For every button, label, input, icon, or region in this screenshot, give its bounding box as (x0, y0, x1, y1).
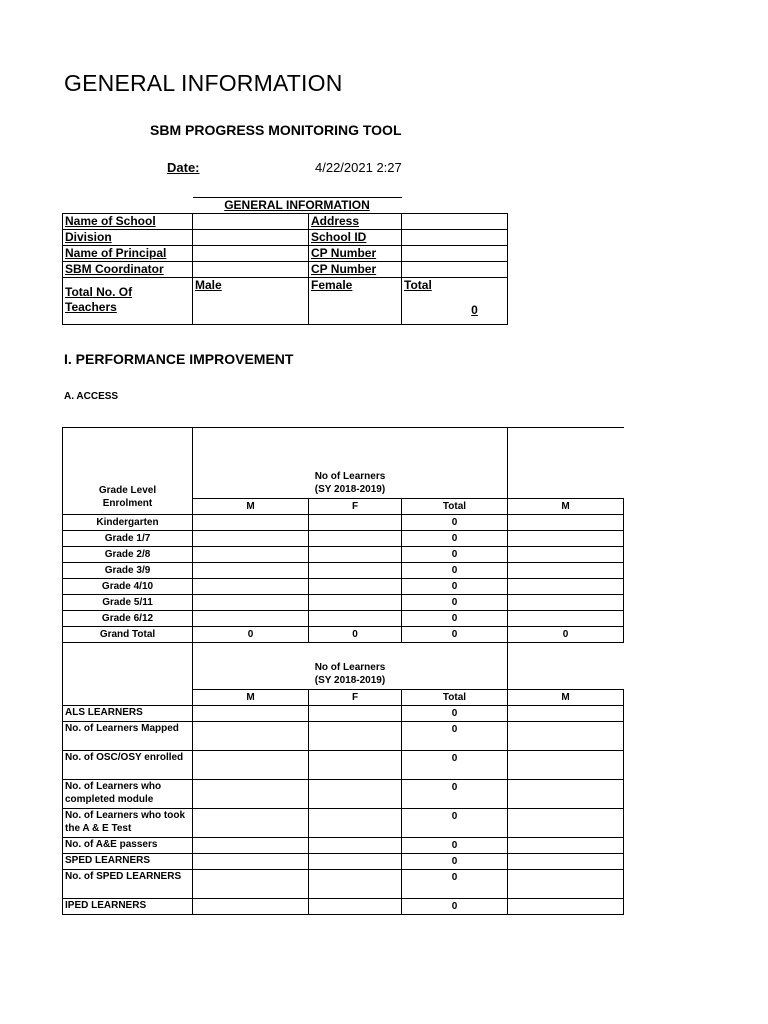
total-cell: 0 (402, 809, 508, 838)
value-cell[interactable] (309, 706, 402, 722)
value-cell[interactable] (193, 595, 309, 611)
value-cell[interactable] (508, 515, 624, 531)
table-row (63, 531, 624, 547)
value-cell[interactable] (508, 531, 624, 547)
value-cell[interactable] (508, 780, 624, 809)
learner-label: No. of OSC/OSY enrolled (63, 751, 193, 780)
total-cell: 0 (402, 515, 508, 531)
learner-label: No. of Learners Mapped (63, 722, 193, 751)
subsection-title: A. ACCESS (64, 391, 119, 402)
value-cell[interactable] (193, 246, 309, 262)
learners-group-header-line1: No of Learners (314, 662, 386, 673)
value-cell[interactable] (402, 214, 508, 230)
section-title: I. PERFORMANCE IMPROVEMENT (64, 351, 294, 367)
value-cell[interactable] (193, 809, 309, 838)
value-cell[interactable] (193, 706, 309, 722)
table-row (63, 854, 624, 870)
column-header-total: Total (402, 499, 508, 515)
date-label: Date: (167, 160, 200, 175)
grade-label: Grade 5/11 (63, 595, 193, 611)
value-cell[interactable] (193, 899, 309, 915)
value-cell[interactable] (193, 515, 309, 531)
table-row (63, 246, 508, 262)
table-row (63, 780, 624, 809)
learner-label: No. of A&E passers (63, 838, 193, 854)
column-header-m: M (193, 690, 309, 706)
grade-label: Grade 4/10 (63, 579, 193, 595)
value-cell[interactable] (193, 751, 309, 780)
grade-level-header-line2: Enrolment (102, 498, 153, 509)
value-cell[interactable] (508, 547, 624, 563)
table-row (63, 262, 508, 278)
female-value-cell[interactable] (309, 293, 402, 325)
learner-label: SPED LEARNERS (63, 854, 193, 870)
male-label: Male (193, 278, 309, 294)
table-row (63, 214, 508, 230)
field-label: School ID (309, 230, 402, 246)
table-row (63, 870, 624, 899)
field-label: Address (309, 214, 402, 230)
value-cell[interactable] (309, 531, 402, 547)
value-cell[interactable] (309, 515, 402, 531)
value-cell[interactable] (309, 722, 402, 751)
grand-total-m2: 0 (508, 627, 624, 643)
table-top-border (508, 427, 624, 428)
value-cell[interactable] (193, 780, 309, 809)
value-cell[interactable] (402, 230, 508, 246)
grade-label: Grade 2/8 (63, 547, 193, 563)
table-row (63, 722, 624, 751)
row-label: Division (63, 230, 193, 246)
column-header-m: M (193, 499, 309, 515)
grade-level-header (63, 428, 193, 515)
value-cell[interactable] (508, 706, 624, 722)
value-cell[interactable] (508, 595, 624, 611)
value-cell[interactable] (193, 531, 309, 547)
total-cell: 0 (402, 531, 508, 547)
learners-group-header (193, 643, 508, 690)
teachers-label (63, 278, 193, 325)
grade-label: Kindergarten (63, 515, 193, 531)
value-cell[interactable] (508, 722, 624, 751)
learner-label: No. of Learners who completed module (63, 780, 193, 809)
value-cell[interactable] (508, 751, 624, 780)
row-label: Name of Principal (63, 246, 193, 262)
grade-label: Grade 3/9 (63, 563, 193, 579)
value-cell[interactable] (309, 595, 402, 611)
total-cell: 0 (402, 870, 508, 899)
value-cell[interactable] (193, 214, 309, 230)
table-row (63, 611, 624, 627)
value-cell[interactable] (508, 838, 624, 854)
table-row (63, 838, 624, 854)
column-header-total: Total (402, 690, 508, 706)
table-row (63, 751, 624, 780)
value-cell[interactable] (193, 563, 309, 579)
teachers-label-line1: Total No. Of (65, 285, 133, 299)
row-label: SBM Coordinator (63, 262, 193, 278)
value-cell[interactable] (309, 751, 402, 780)
grade-level-header-line1: Grade Level (98, 485, 157, 496)
male-value-cell[interactable] (193, 293, 309, 325)
value-cell[interactable] (193, 838, 309, 854)
learner-label: No. of SPED LEARNERS (63, 870, 193, 899)
value-cell[interactable] (309, 563, 402, 579)
value-cell[interactable] (193, 722, 309, 751)
value-cell[interactable] (193, 579, 309, 595)
total-cell: 0 (402, 780, 508, 809)
date-value: 4/22/2021 2:27 (315, 160, 402, 175)
learner-label: No. of Learners who took the A & E Test (63, 809, 193, 838)
table-row (63, 515, 624, 531)
no-of-learners-header-line2: (SY 2018-2019) (314, 484, 386, 495)
table-row (63, 809, 624, 838)
table-row (63, 579, 624, 595)
table-row (63, 230, 508, 246)
value-cell[interactable] (508, 563, 624, 579)
value-cell[interactable] (309, 611, 402, 627)
no-of-learners-header (193, 428, 508, 499)
total-cell: 0 (402, 563, 508, 579)
female-label: Female (309, 278, 402, 294)
teachers-row (63, 278, 508, 294)
grand-total-label: Grand Total (63, 627, 193, 643)
page-title: GENERAL INFORMATION (64, 70, 343, 96)
grade-label: Grade 1/7 (63, 531, 193, 547)
value-cell[interactable] (309, 899, 402, 915)
value-cell[interactable] (193, 854, 309, 870)
total-cell: 0 (402, 838, 508, 854)
general-info-table (62, 197, 508, 325)
total-cell: 0 (402, 611, 508, 627)
table-row (63, 563, 624, 579)
column-header-f: F (309, 499, 402, 515)
value-cell[interactable] (508, 809, 624, 838)
value-cell[interactable] (309, 809, 402, 838)
no-of-learners-header-line1: No of Learners (314, 471, 386, 482)
total-cell: 0 (402, 706, 508, 722)
row-label: Name of School (63, 214, 193, 230)
total-teachers-value: 0 (471, 303, 478, 317)
total-cell: 0 (402, 547, 508, 563)
field-label: CP Number (309, 246, 402, 262)
grade-label: Grade 6/12 (63, 611, 193, 627)
value-cell[interactable] (508, 870, 624, 899)
value-cell[interactable] (508, 899, 624, 915)
total-cell: 0 (402, 579, 508, 595)
value-cell[interactable] (309, 780, 402, 809)
column-header-m: M (508, 690, 624, 706)
table-row (63, 706, 624, 722)
value-cell[interactable] (193, 230, 309, 246)
general-info-header: GENERAL INFORMATION (193, 198, 402, 214)
value-cell[interactable] (402, 262, 508, 278)
teachers-label-line2: Teachers (65, 300, 117, 314)
value-cell[interactable] (193, 262, 309, 278)
value-cell[interactable] (402, 246, 508, 262)
document-subtitle: SBM PROGRESS MONITORING TOOL (150, 122, 402, 138)
field-label: CP Number (309, 262, 402, 278)
value-cell[interactable] (309, 870, 402, 899)
grand-total-m: 0 (193, 627, 309, 643)
learners-group-header-line2: (SY 2018-2019) (314, 675, 386, 686)
value-cell[interactable] (193, 547, 309, 563)
value-cell[interactable] (193, 870, 309, 899)
total-cell: 0 (402, 595, 508, 611)
value-cell[interactable] (508, 579, 624, 595)
value-cell[interactable] (193, 611, 309, 627)
total-label: Total (402, 278, 508, 294)
value-cell[interactable] (508, 611, 624, 627)
value-cell[interactable] (309, 547, 402, 563)
column-header-m: M (508, 499, 624, 515)
table-row (63, 899, 624, 915)
total-cell: 0 (402, 751, 508, 780)
value-cell[interactable] (508, 854, 624, 870)
total-cell: 0 (402, 899, 508, 915)
learner-label: IPED LEARNERS (63, 899, 193, 915)
table-row (63, 595, 624, 611)
value-cell[interactable] (309, 838, 402, 854)
column-header-f: F (309, 690, 402, 706)
table-row (63, 547, 624, 563)
access-table (62, 427, 624, 915)
grand-total-f: 0 (309, 627, 402, 643)
grand-total-total: 0 (402, 627, 508, 643)
grand-total-row (63, 627, 624, 643)
value-cell[interactable] (309, 854, 402, 870)
value-cell[interactable] (309, 579, 402, 595)
total-cell: 0 (402, 722, 508, 751)
total-cell: 0 (402, 854, 508, 870)
learner-label: ALS LEARNERS (63, 706, 193, 722)
